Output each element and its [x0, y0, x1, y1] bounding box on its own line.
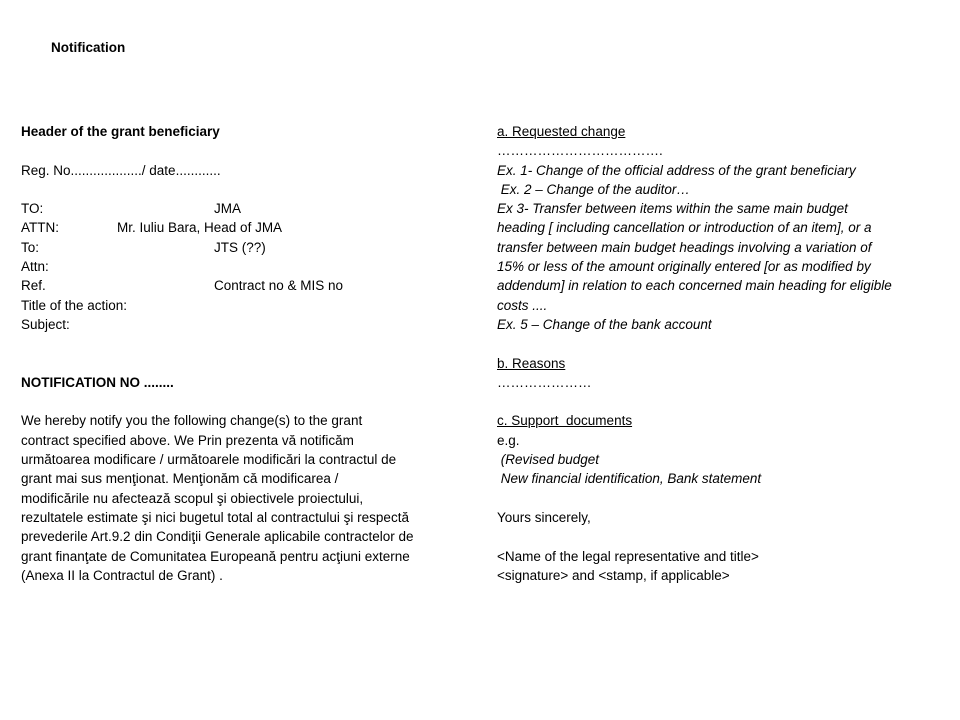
attn-row — [21, 218, 461, 237]
example-3-line: addendum] in relation to each concerned main heading for eligible — [497, 278, 892, 294]
signature-line: <signature> and <stamp, if applicable> — [497, 567, 730, 583]
example-3-line: 15% or less of the amount originally entered [or as modified by — [497, 259, 871, 275]
to-row — [21, 199, 461, 218]
to2-label: To: — [21, 239, 40, 255]
attn-value: Mr. Iuliu Bara, Head of JMA — [117, 220, 283, 236]
reg-no: Reg. No.................../ date............ — [21, 162, 221, 178]
body-line: (Anexa II la Contractul de Grant) . — [21, 567, 223, 583]
ref-value: Contract no & MIS no — [214, 278, 344, 294]
example-3-line: transfer between main budget headings involving a variation of — [497, 239, 872, 255]
eg-label: e.g. — [497, 432, 520, 448]
ref-row — [21, 276, 461, 295]
example-3-line: costs .... — [497, 297, 548, 313]
subject: Subject: — [21, 316, 70, 332]
notification-no: NOTIFICATION NO ........ — [21, 374, 174, 390]
body-line: următoarea modificare / următoarele modificări la contractul de — [21, 452, 397, 468]
right-column — [497, 122, 942, 585]
example-3-line: heading [ including cancellation or introduction of an item], or a — [497, 220, 872, 236]
attn-label: ATTN: — [21, 220, 59, 236]
representative-name: <Name of the legal representative and title> — [497, 548, 759, 564]
body-line: rezultatele estimate şi nici bugetul total al contractului şi respectă — [21, 509, 409, 525]
example-5: Ex. 5 – Change of the bank account — [497, 316, 712, 332]
left-column — [21, 122, 461, 585]
reasons-heading: b. Reasons — [497, 355, 566, 371]
closing-salutation: Yours sincerely, — [497, 509, 591, 525]
body-line: prevederile Art.9.2 din Condiţii Generale aplicabile contractelor de — [21, 529, 414, 545]
example-2: Ex. 2 – Change of the auditor… — [497, 181, 690, 197]
support-documents-heading: c. Support documents — [497, 413, 633, 429]
ref-label: Ref. — [21, 278, 46, 294]
body-line: We hereby notify you the following change(s) to the grant — [21, 413, 363, 429]
body-line: modificările nu afectează scopul şi obiectivele proiectului, — [21, 490, 364, 506]
title-of-action: Title of the action: — [21, 297, 128, 313]
to-value: JMA — [214, 201, 241, 217]
example-3-line: Ex 3- Transfer between items within the same main budget — [497, 201, 848, 217]
to2-value: JTS (??) — [214, 239, 266, 255]
attn2-label: Attn: — [21, 259, 49, 275]
revised-budget: (Revised budget — [497, 452, 600, 468]
body-line: contract specified above. We Prin prezenta vă notificăm — [21, 432, 354, 448]
dots-placeholder: ………………………………. — [497, 143, 663, 159]
requested-change-heading: a. Requested change — [497, 124, 626, 139]
body-line: grant mai sus menţionat. Menţionăm că modificarea / — [21, 471, 339, 487]
to-label: TO: — [21, 201, 44, 217]
page-title: Notification — [51, 40, 126, 55]
header-title: Header of the grant beneficiary — [21, 124, 220, 139]
to2-row — [21, 238, 461, 257]
new-financial-identification: New financial identification, Bank statement — [497, 471, 762, 487]
reasons-dots: ………………… — [497, 374, 592, 390]
body-line: grant finanţate de Comunitatea Europeană pentru acţiuni externe — [21, 548, 410, 564]
example-1: Ex. 1- Change of the official address of the grant beneficiary — [497, 162, 856, 178]
notification-body — [21, 411, 461, 585]
